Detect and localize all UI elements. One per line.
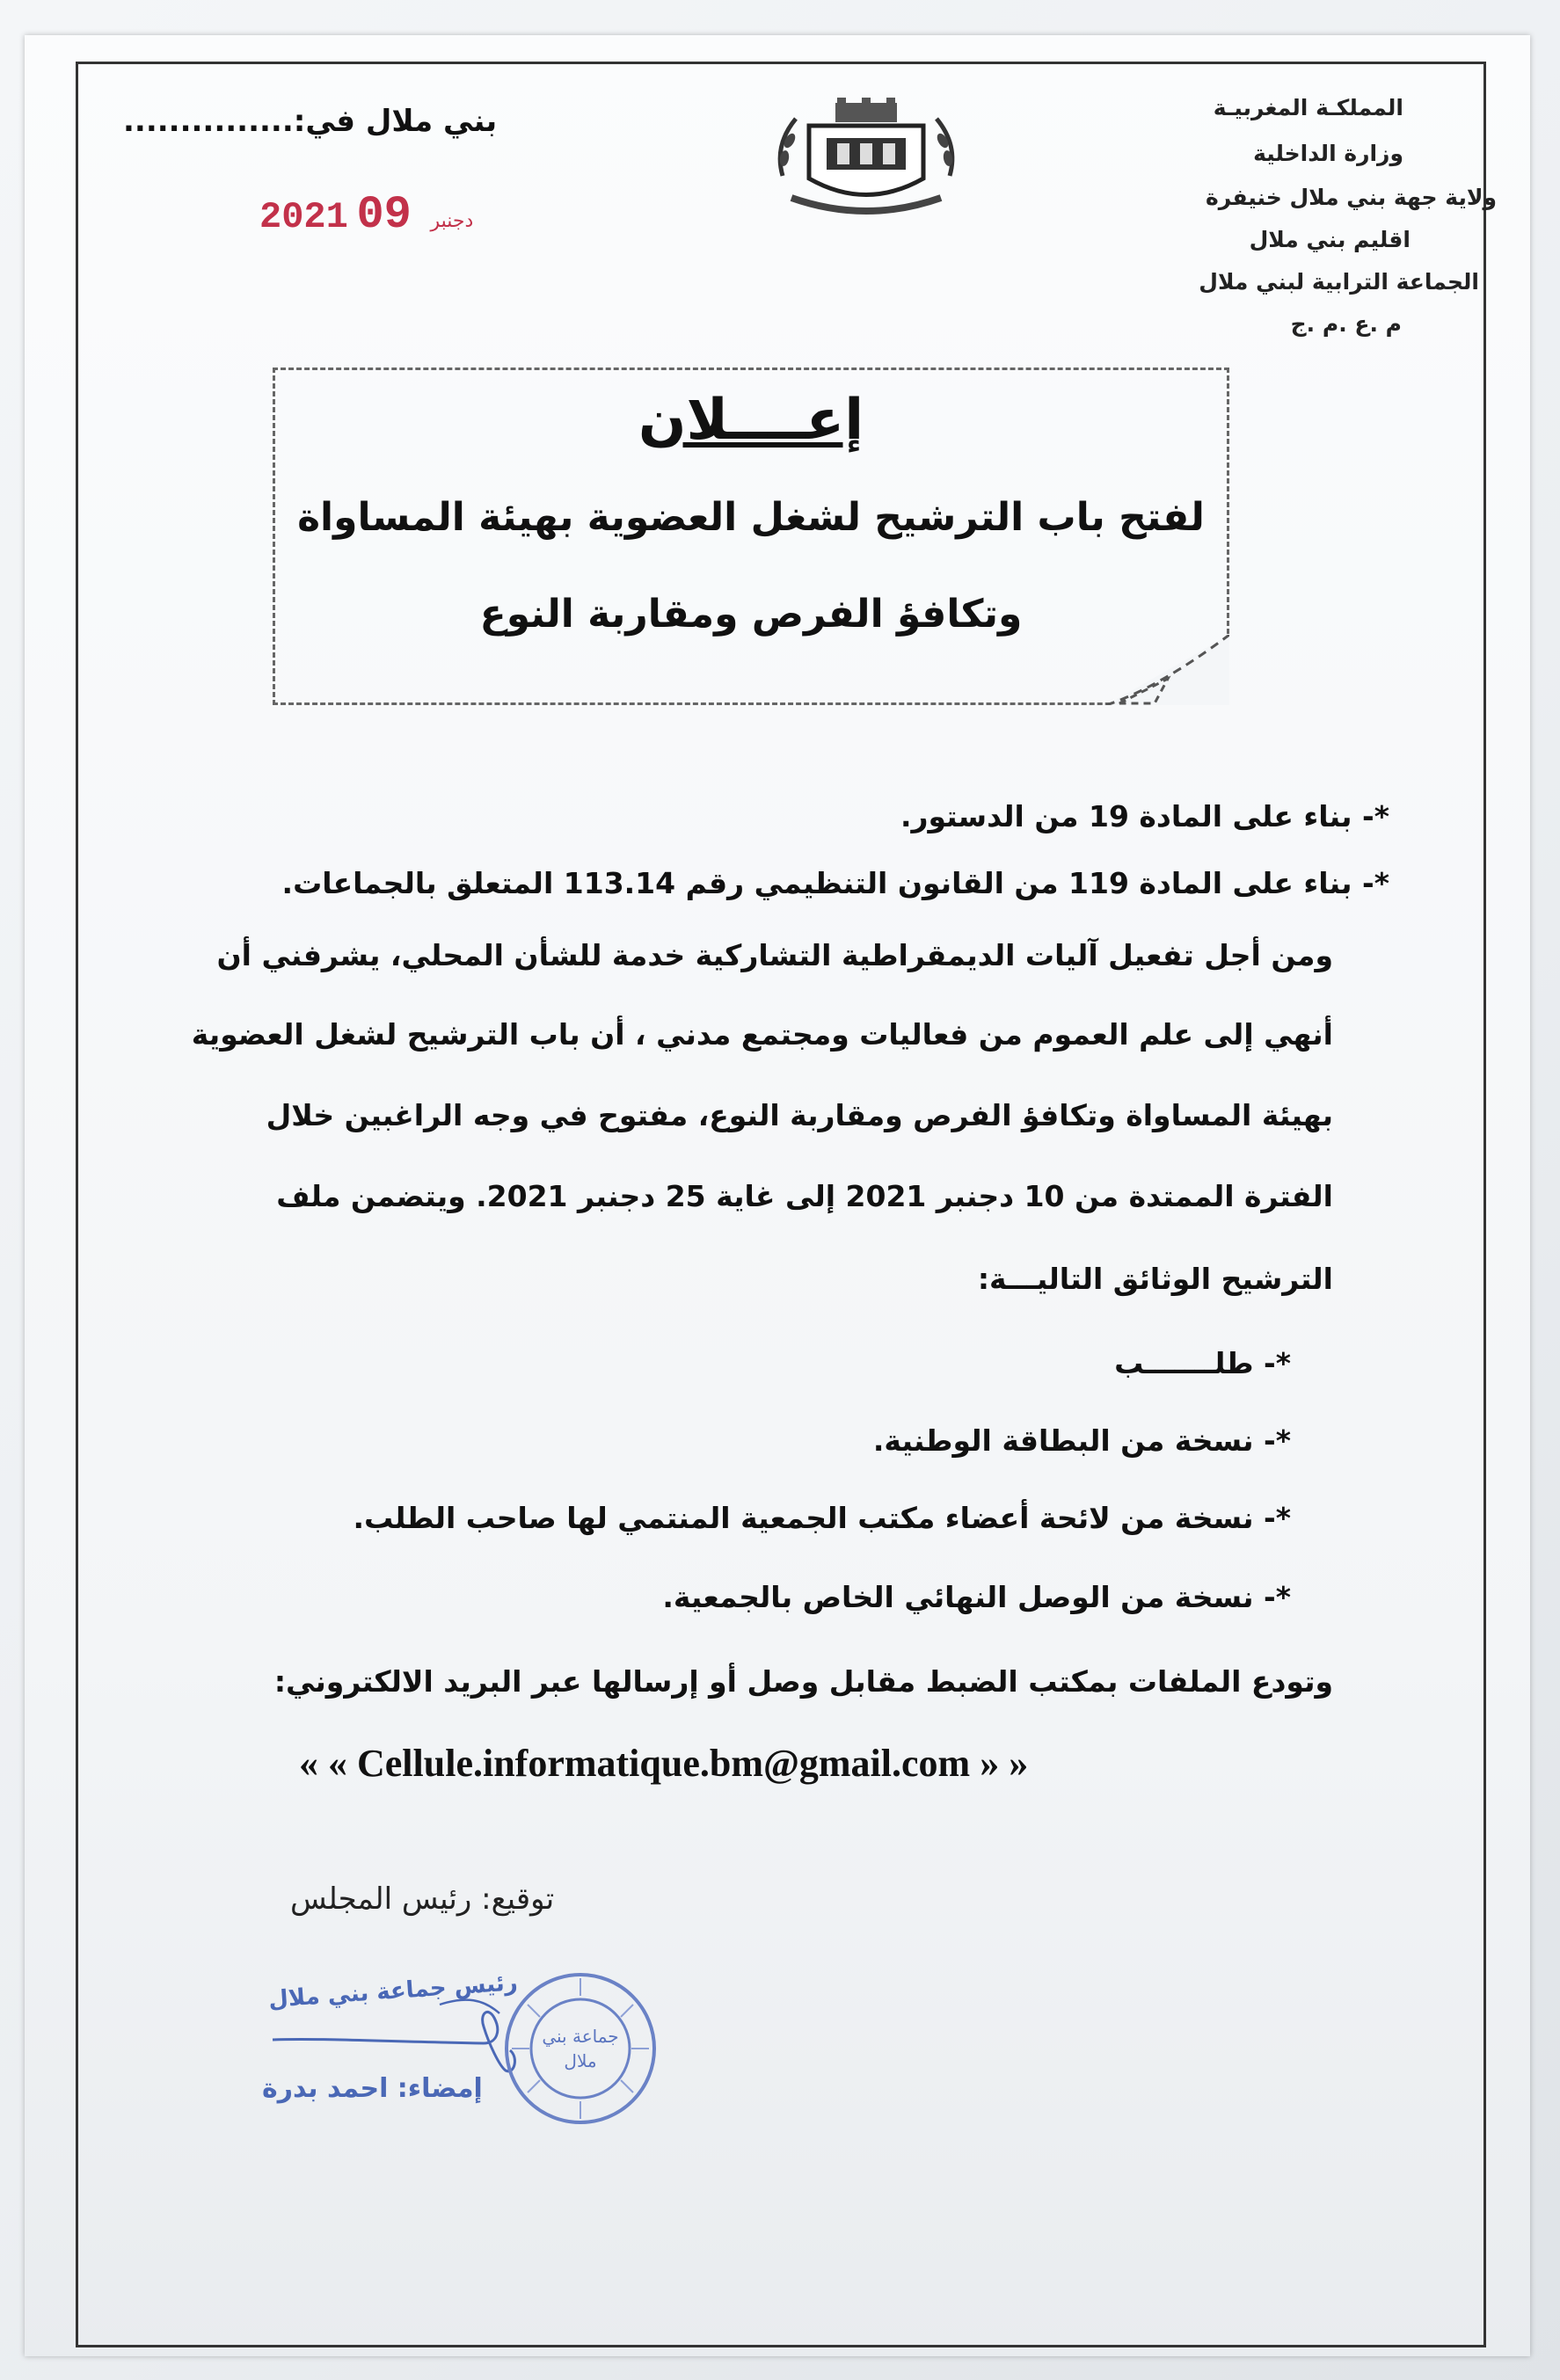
paragraph-line-4: الفترة الممتدة من 10 دجنبر 2021 إلى غاية 25 دجنبر 2021. ويتضمن ملف [276, 1179, 1333, 1213]
legal-basis-2: *- بناء على المادة 119 من القانون التنظيمي رقم 113.14 المتعلق بالجماعات. [281, 866, 1389, 900]
date-stamp [259, 189, 484, 241]
place-date-line: بني ملال في:............... [123, 104, 498, 139]
header-kingdom: المملكـة المغربيـة [1213, 95, 1403, 120]
header-region: ولاية جهة بني ملال خنيفرة [1206, 185, 1497, 210]
signature-label: توقيع: رئيس المجلس [290, 1881, 555, 1917]
paragraph-line-5: الترشيح الوثائق التاليـــة: [977, 1262, 1333, 1296]
notice-box [273, 368, 1229, 705]
contact-email: « « Cellule.informatique.bm@gmail.com » » [299, 1742, 1029, 1785]
submission-text: وتودع الملفات بمكتب الضبط مقابل وصل أو إرسالها عبر البريد الالكتروني: [273, 1664, 1333, 1699]
notice-subtitle-2: وتكافؤ الفرص ومقاربة النوع [479, 592, 1023, 637]
paragraph-line-2: أنهي إلى علم العموم من فعاليات ومجتمع مدني ، أن باب الترشيح لشغل العضوية [191, 1017, 1333, 1052]
document-item-national-id: *- نسخة من البطاقة الوطنية. [872, 1423, 1291, 1458]
header-commune: الجماعة الترابية لبني ملال [1199, 269, 1479, 295]
header-province: اقليم بني ملال [1249, 227, 1411, 252]
legal-basis-1: *- بناء على المادة 19 من الدستور. [900, 799, 1389, 833]
page-curl-icon [1106, 635, 1229, 705]
handwritten-name: إمضاء: احمد بدرة [262, 2073, 483, 2104]
handwritten-title: رئيس جماعة بني ملال [267, 1969, 519, 2013]
date-stamp-year: 2021 [259, 196, 348, 238]
seal-text: جماعة بني ملال [542, 2026, 619, 2071]
notice-title: إعــــلان [638, 388, 864, 453]
notice-subtitle-1: لفتح باب الترشيح لشغل العضوية بهيئة المساواة [297, 495, 1205, 540]
paragraph-line-3: بهيئة المساواة وتكافؤ الفرص ومقاربة النوع، مفتوح في وجه الراغبين خلال [266, 1098, 1333, 1132]
header-ministry: وزارة الداخلية [1253, 141, 1403, 166]
handwritten-signature [264, 1987, 528, 2093]
official-seal [501, 1969, 660, 2128]
document-item-board-list: *- نسخة من لائحة أعضاء مكتب الجمعية المنتمي لها صاحب الطلب. [353, 1501, 1291, 1535]
date-stamp-day: 09 [356, 189, 412, 241]
coat-of-arms-emblem [765, 92, 967, 224]
header-abbrev: م .ع .م .ج [1290, 311, 1402, 337]
document-item-final-receipt: *- نسخة من الوصل النهائي الخاص بالجمعية. [662, 1580, 1291, 1614]
paragraph-line-1: ومن أجل تفعيل آليات الديمقراطية التشاركية خدمة للشأن المحلي، يشرفني أن [216, 938, 1333, 972]
date-stamp-month: دجنبر [430, 210, 474, 232]
document-item-request: *- طلـــــــب [1114, 1346, 1291, 1380]
